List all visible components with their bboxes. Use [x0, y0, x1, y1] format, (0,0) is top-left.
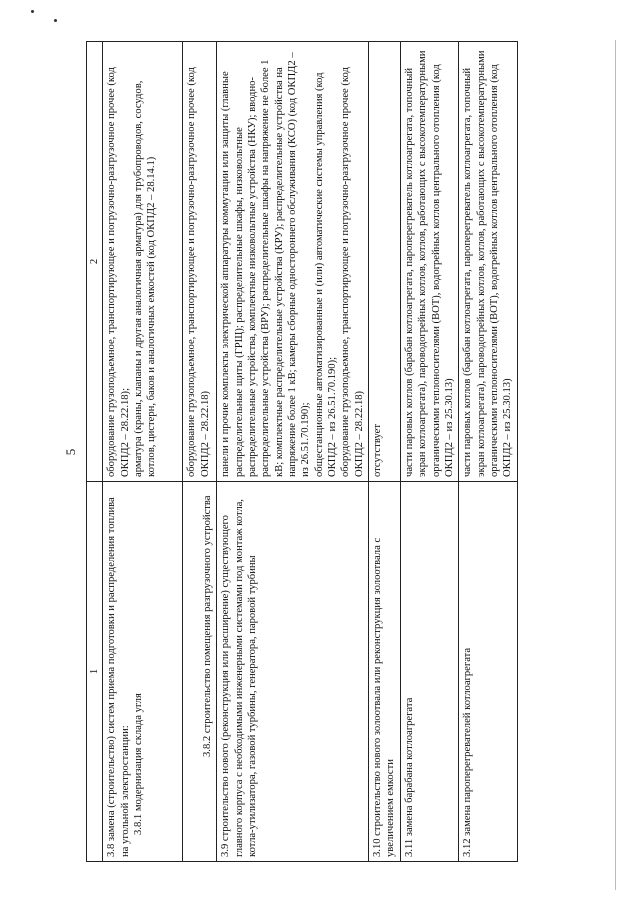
- table-row: [459, 42, 517, 862]
- equipment-cell: [103, 42, 183, 482]
- equipment-text: общестанционные автоматизированные и (или) автоматические системы управления (код ОКПД2 – из 26.51.70.190);: [313, 72, 339, 477]
- equipment-text: отсутствует: [372, 424, 384, 477]
- work-cell: [459, 482, 517, 862]
- equipment-cell: [369, 42, 401, 482]
- work-cell: [400, 482, 458, 862]
- equipment-cell: [183, 42, 217, 482]
- work-text: 3.8 замена (строительство) систем приема подготовки и распределения топлива на угольной электростанции:: [106, 497, 131, 857]
- equipment-text: части паровых котлов (барабан котлоагрегата, пароперегреватель котлоагрегата, топочный экран котлоагрегата), пароводогрейных котлов, котлов, работающих с высокотемпературными органическими теплоносителями (ВОТ), водогрейных котлов центрального отопления (код ОКПД2 – из 25.30.13): [462, 50, 514, 477]
- work-text: 3.8.1 модернизация склада угля: [133, 693, 145, 835]
- work-cell: [369, 482, 401, 862]
- scan-speck: [54, 19, 57, 22]
- equipment-table: [86, 41, 518, 862]
- table-row: [217, 42, 369, 862]
- work-cell: [103, 482, 183, 862]
- table-row: [183, 42, 217, 862]
- equipment-text: оборудование грузоподъемное, транспортирующее и погрузочно-разгрузочное прочее (код ОКПД2 – 28.22.18): [340, 67, 365, 477]
- work-text: 3.9 строительство нового (реконструкция или расширение) существующего главного корпуса с необходимыми инженерными системами под монтаж котла, котла-утилизатора, газовой турбины, генератора, паровой турбины: [220, 499, 259, 857]
- work-text: 3.12 замена пароперегревателей котлоагрегата: [462, 647, 474, 857]
- scan-speck: [31, 10, 34, 13]
- work-text: 3.8.2 строительство помещения разгрузочного устройства: [202, 495, 213, 757]
- page-number: 5: [63, 448, 78, 456]
- equipment-text: оборудование грузоподъемное, транспортирующее и погрузочно-разгрузочное прочее (код ОКПД2 – 28.22.18);: [106, 67, 131, 477]
- rotated-page: [63, 42, 598, 862]
- header-row: [87, 42, 103, 862]
- equipment-text: оборудование грузоподъемное, транспортирующее и погрузочно-разгрузочное прочее (код ОКПД2 – 28.22.18): [186, 67, 211, 477]
- equipment-cell: [217, 42, 369, 482]
- table-row: [369, 42, 401, 862]
- work-cell: [183, 482, 217, 862]
- equipment-text: панели и прочие комплекты электрической аппаратуры коммутации или защиты (главные распределительные щиты (ГРЩ); распределительные шкафы, низковольтные распределительные устройства, комплектные низковольтные устройства (НКУ); вводно-распределительные устройства (ВРУ); распределительные шкафы на напряжение не более 1 кВ; комплектные распределительные устройства (КРУ); распределительные устройства на напряжение более 1 кВ; камеры сборные одностороннего обслуживания (КСО) (код ОКПД2 – из 26.51.70.190);: [220, 52, 312, 477]
- equipment-cell: [459, 42, 517, 482]
- equipment-cell: [400, 42, 458, 482]
- column-header-1: 1: [87, 482, 103, 862]
- scan-edge: [615, 40, 616, 890]
- work-text: 3.11 замена барабана котлоагрегата: [403, 697, 415, 857]
- column-header-2: 2: [87, 42, 103, 482]
- equipment-text: части паровых котлов (барабан котлоагрегата, пароперегреватель котлоагрегата, топочный экран котлоагрегата), пароводогрейных котлов, котлов, работающих с высокотемпературными органическими теплоносителями (ВОТ), водогрейных котлов центрального отопления (код ОКПД2 – из 25.30.13): [403, 50, 455, 477]
- table-row: [400, 42, 458, 862]
- work-text: 3.10 строительство нового золоотвала или реконструкция золоотвала с увеличением емкости: [372, 537, 397, 857]
- work-cell: [217, 482, 369, 862]
- table-row: [103, 42, 183, 862]
- equipment-text: арматура (краны, клапаны и другая аналогичная арматура) для трубопроводов, сосудов, котлов, цистерн, баков и аналогичных емкостей (код ОКПД2 – 28.14.1): [133, 80, 158, 477]
